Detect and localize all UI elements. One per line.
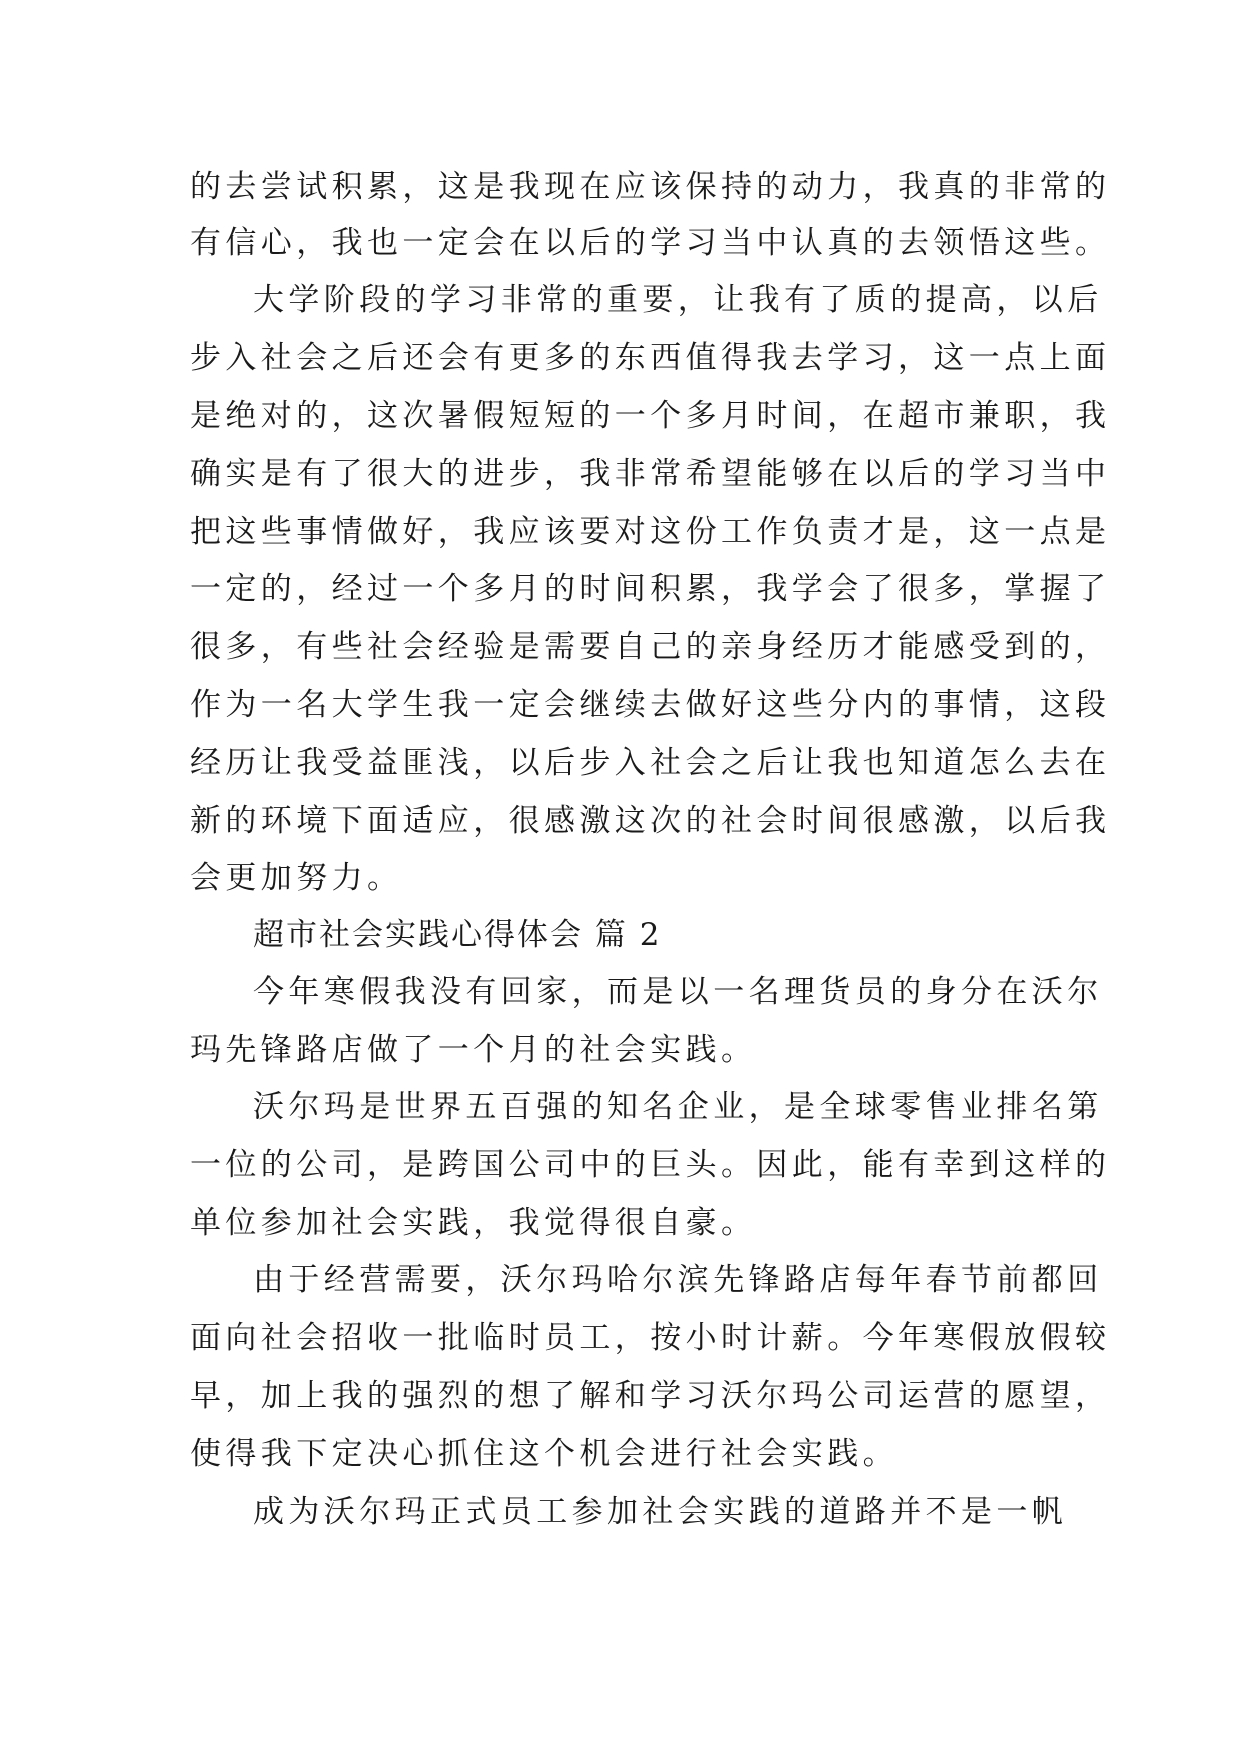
paragraph-start-line: 由于经营需要，沃尔玛哈尔滨先锋路店每年春节前都回 — [253, 1262, 1103, 1298]
text-line: 把这些事情做好，我应该要对这份工作负责才是，这一点是 — [190, 514, 1111, 550]
text-line: 会更加努力。 — [190, 860, 403, 896]
text-line: 经历让我受益匪浅，以后步入社会之后让我也知道怎么去在 — [190, 745, 1111, 781]
text-line: 很多，有些社会经验是需要自己的亲身经历才能感受到的， — [190, 629, 1111, 665]
text-line: 的去尝试积累，这是我现在应该保持的动力，我真的非常的 — [190, 169, 1111, 205]
text-line: 确实是有了很大的进步，我非常希望能够在以后的学习当中 — [190, 456, 1111, 492]
text-line: 使得我下定决心抓住这个机会进行社会实践。 — [190, 1436, 898, 1472]
text-line: 玛先锋路店做了一个月的社会实践。 — [190, 1032, 757, 1068]
text-line: 新的环境下面适应，很感激这次的社会时间很感激，以后我 — [190, 803, 1111, 839]
paragraph-start-line: 今年寒假我没有回家，而是以一名理货员的身分在沃尔 — [253, 974, 1103, 1010]
text-line: 有信心，我也一定会在以后的学习当中认真的去领悟这些。 — [190, 225, 1111, 261]
text-line: 步入社会之后还会有更多的东西值得我去学习，这一点上面 — [190, 340, 1111, 376]
text-line: 一定的，经过一个多月的时间积累，我学会了很多，掌握了 — [190, 571, 1111, 607]
paragraph-start-line: 沃尔玛是世界五百强的知名企业，是全球零售业排名第 — [253, 1089, 1103, 1125]
text-line: 一位的公司，是跨国公司中的巨头。因此，能有幸到这样的 — [190, 1147, 1111, 1183]
paragraph-start-line: 大学阶段的学习非常的重要，让我有了质的提高，以后 — [253, 282, 1103, 318]
section-heading: 超市社会实践心得体会 篇 2 — [253, 917, 662, 953]
text-line: 单位参加社会实践，我觉得很自豪。 — [190, 1205, 757, 1241]
text-line: 面向社会招收一批临时员工，按小时计薪。今年寒假放假较 — [190, 1320, 1111, 1356]
text-line: 作为一名大学生我一定会继续去做好这些分内的事情，这段 — [190, 687, 1111, 723]
text-line: 早，加上我的强烈的想了解和学习沃尔玛公司运营的愿望， — [190, 1378, 1111, 1414]
text-line: 是绝对的，这次暑假短短的一个多月时间，在超市兼职，我 — [190, 398, 1111, 434]
paragraph-start-line: 成为沃尔玛正式员工参加社会实践的道路并不是一帆 — [253, 1494, 1068, 1530]
